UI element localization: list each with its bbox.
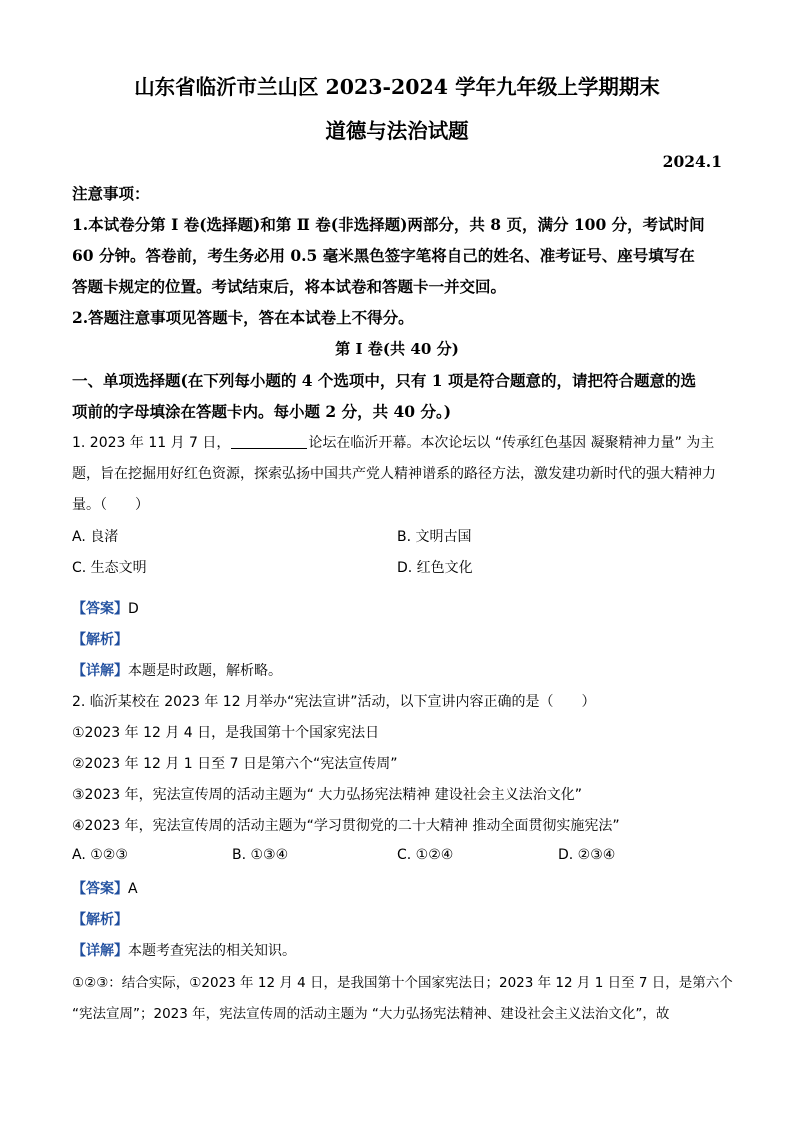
- question-1-stem-line-2: 题，旨在挖掘用好红色资源，探索弘扬中国共产党人精神谱系的路径方法，激发建功新时代的强大精神力: [72, 466, 716, 482]
- detail-label: 【详解】: [72, 663, 128, 679]
- question-1-option-c: C. 生态文明: [72, 560, 147, 576]
- question-1-option-d: D. 红色文化: [397, 560, 473, 576]
- question-1-stem-line-1: [72, 432, 714, 452]
- question-1-option-a: A. 良渚: [72, 529, 119, 545]
- question-1-prefix: 1. 2023 年 11 月 7 日，: [72, 435, 231, 451]
- document-title: 山东省临沂市兰山区 2023-2024 学年九年级上学期期末: [134, 75, 660, 99]
- question-1-stem-rest: 论坛在临沂开幕。本次论坛以 “传承红色基因 凝聚精神力量” 为主: [308, 435, 715, 451]
- question-2-item-2: ②2023 年 12 月 1 日至 7 日是第六个“宪法宣传周”: [72, 756, 398, 772]
- document-subtitle: 道德与法治试题: [325, 119, 469, 143]
- question-1-analysis-label: 【解析】: [72, 632, 128, 648]
- section-instruction-line-1: 一、单项选择题(在下列每小题的 4 个选项中，只有 1 项是符合题意的，请把符合题意的选: [72, 371, 696, 390]
- question-2-option-c: C. ①②④: [397, 847, 454, 863]
- answer-label: 【答案】: [72, 881, 128, 897]
- question-2-item-4: ④2023 年，宪法宣传周的活动主题为“学习贯彻党的二十大精神 推动全面贯彻实施宪法”: [72, 818, 620, 834]
- question-2-option-b: B. ①③④: [232, 847, 289, 863]
- section-title: 第 Ⅰ 卷(共 40 分): [335, 340, 459, 358]
- answer-value: A: [128, 881, 138, 897]
- question-1-stem-line-3: 量。（ ）: [72, 497, 149, 513]
- question-2-analysis-label: 【解析】: [72, 912, 128, 928]
- answer-value: D: [128, 601, 139, 617]
- question-1-option-b: B. 文明古国: [397, 529, 472, 545]
- question-2-item-1: ①2023 年 12 月 4 日，是我国第十个国家宪法日: [72, 725, 380, 741]
- question-2-option-a: A. ①②③: [72, 847, 128, 863]
- question-2-item-3: ③2023 年，宪法宣传周的活动主题为“ 大力弘扬宪法精神 建设社会主义法治文化”: [72, 787, 583, 803]
- notice-paragraph-1-line-2: 60 分钟。答卷前，考生务必用 0.5 毫米黑色签字笔将自己的姓名、准考证号、座号填写在: [72, 246, 695, 265]
- detail-text: 本题是时政题，解析略。: [128, 663, 282, 679]
- question-1-answer: [72, 598, 139, 618]
- notice-paragraph-1-line-3: 答题卡规定的位置。考试结束后，将本试卷和答题卡一并交回。: [72, 277, 507, 296]
- detail-text: 本题考查宪法的相关知识。: [128, 943, 296, 959]
- fill-in-blank: [231, 434, 307, 449]
- section-instruction-line-2: 项前的字母填涂在答题卡内。每小题 2 分，共 40 分。): [72, 402, 452, 421]
- exam-date: 2024.1: [662, 152, 722, 171]
- notice-paragraph-2: 2.答题注意事项见答题卡，答在本试卷上不得分。: [72, 308, 414, 327]
- notice-heading: 注意事项：: [72, 184, 150, 203]
- notice-paragraph-1-line-1: 1.本试卷分第 Ⅰ 卷(选择题)和第 Ⅱ 卷(非选择题)两部分，共 8 页，满分 100 分，考试时间: [72, 215, 705, 234]
- question-2-explanation-line-2: “宪法宣周”；2023 年，宪法宣传周的活动主题为 “大力弘扬宪法精神、建设社会主义法治文化”，故: [72, 1006, 670, 1022]
- question-2-stem: 2. 临沂某校在 2023 年 12 月举办“宪法宣讲”活动，以下宣讲内容正确的是（ ）: [72, 694, 596, 710]
- question-2-answer: [72, 878, 138, 898]
- question-2-explanation-line-1: ①②③：结合实际，①2023 年 12 月 4 日，是我国第十个国家宪法日；2023 年 12 月 1 日至 7 日，是第六个: [72, 975, 733, 991]
- question-1-detail: [72, 660, 282, 680]
- detail-label: 【详解】: [72, 943, 128, 959]
- question-2-detail: [72, 940, 296, 960]
- question-2-option-d: D. ②③④: [558, 847, 616, 863]
- answer-label: 【答案】: [72, 601, 128, 617]
